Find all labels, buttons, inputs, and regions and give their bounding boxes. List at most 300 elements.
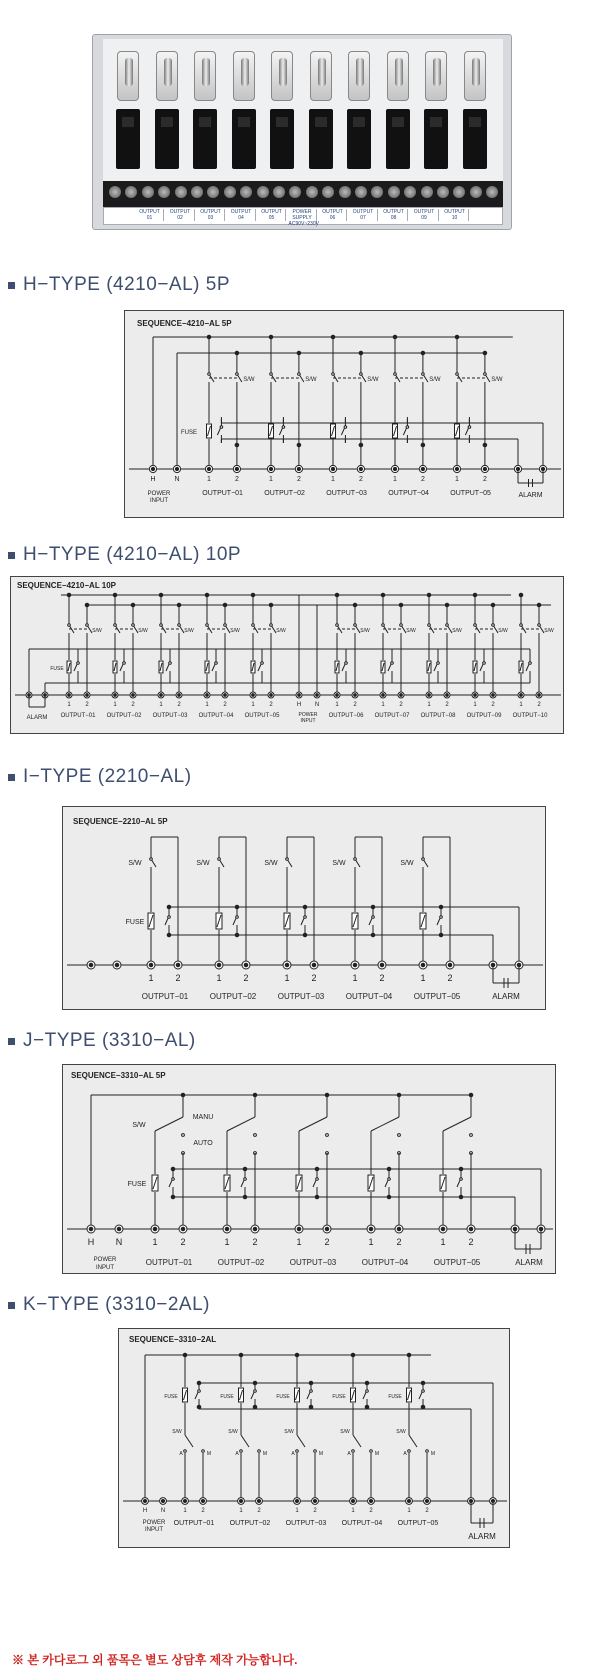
contact-icon [391,662,394,665]
output-label: OUTPUT−03 [277,992,325,1001]
terminal-dot-icon [225,1227,229,1231]
terminal-dot-icon [369,1227,373,1231]
output-label: OUTPUT−02 [106,713,142,719]
terminal-dot-icon [89,1227,93,1231]
contact-icon [437,662,440,665]
output-label: OUTPUT−05 [433,1258,481,1267]
output-label: OUTPUT−08 [420,713,456,719]
contact-icon [168,916,171,919]
contact-icon [184,1450,187,1453]
contact-icon [172,1178,175,1181]
terminal-number: 2 [180,1237,186,1247]
fuse-label: FUSE [276,1394,290,1400]
terminal-number: 2 [396,1237,402,1247]
terminal-number: 2 [482,476,487,483]
terminal-dot-icon [86,694,89,697]
terminal-number: 2 [311,973,317,983]
terminal-dot-icon [448,963,452,967]
terminal-dot-icon [359,467,362,470]
terminal-number: 1 [351,1508,355,1514]
contact-icon [426,1450,429,1453]
terminal-number: 1 [239,1508,243,1514]
terminal-number: 1 [519,702,523,708]
switch-icon [208,373,211,376]
terminal-dot-icon [297,1227,301,1231]
terminal-number: 1 [269,476,273,483]
m-label: M [206,1451,212,1457]
terminal-dot-icon [369,1499,372,1502]
photo-output-label: OUTPUT 07 [350,209,378,221]
auto-label: AUTO [193,1140,213,1147]
toggle-switch-unit [113,47,143,185]
m-label: M [374,1451,380,1457]
sw-label: S/W [305,377,317,383]
terminal-dot-icon [353,963,357,967]
output-label: OUTPUT−05 [244,713,280,719]
terminal-dot-icon [257,1499,260,1502]
m-label: M [262,1451,268,1457]
switch-icon [400,624,403,627]
switch-icon [114,624,117,627]
section-heading-i [8,766,192,788]
output-label: OUTPUT−05 [450,490,491,497]
terminal-dot-icon [538,694,541,697]
a-label: A [291,1451,295,1457]
terminal-dot-icon [176,963,180,967]
switch-icon [132,624,135,627]
terminal-number: 2 [85,702,89,708]
terminal-dot-icon [297,467,300,470]
terminal-screw-icon [355,186,367,198]
terminal-screw-icon [289,186,301,198]
terminal-dot-icon [520,694,523,697]
a-label: A [347,1451,351,1457]
terminal-number: 1 [440,1237,446,1247]
terminal-letter: N [314,702,320,708]
sw-label: S/W [128,860,142,867]
contact-icon [169,662,172,665]
contact-icon [258,1450,261,1453]
terminal-number: 1 [381,702,385,708]
junction-dot [309,1405,313,1409]
terminal-dot-icon [351,1499,354,1502]
terminal-dot-icon [397,1227,401,1231]
switch-icon [236,373,239,376]
sw-label: S/W [284,1429,294,1435]
switch-icon [286,858,289,861]
terminal-number: 1 [205,702,209,708]
switch-icon [446,624,449,627]
terminal-number: 1 [113,702,117,708]
fuse-holder-icon [309,109,333,169]
sw-label: S/W [400,860,414,867]
switch-icon [336,624,339,627]
terminal-number: 2 [379,973,385,983]
output-label: OUTPUT−02 [217,1258,265,1267]
terminal-number: 2 [269,702,273,708]
terminal-dot-icon [313,1499,316,1502]
output-label: OUTPUT−10 [512,713,548,719]
power-input-label: INPUT [300,718,316,724]
switch-icon [422,373,425,376]
toggle-icon [348,51,370,101]
contact-icon [236,916,239,919]
output-label: OUTPUT−04 [361,1258,409,1267]
terminal-dot-icon [428,694,431,697]
terminal-dot-icon [425,1499,428,1502]
terminal-number: 2 [420,476,425,483]
fuse-holder-icon [193,109,217,169]
contact-icon [372,916,375,919]
fuse-holder-icon [424,109,448,169]
terminal-number: 2 [201,1508,205,1514]
terminal-dot-icon [492,694,495,697]
terminal-letter: N [160,1508,166,1514]
toggle-switch-unit [190,47,220,185]
schematic-h-10p [11,577,565,735]
photo-output-label: OUTPUT 09 [411,209,439,221]
junction-dot [483,443,487,447]
contact-icon [182,1134,185,1137]
terminal-number: 1 [224,1237,230,1247]
contact-icon [304,916,307,919]
output-label: OUTPUT−02 [229,1520,271,1527]
switch-icon [484,373,487,376]
alarm-label: ALARM [468,1532,496,1541]
power-input-label: POWER [147,491,171,497]
terminal-number: 2 [353,702,357,708]
terminal-dot-icon [201,1499,204,1502]
terminal-number: 1 [67,702,71,708]
switch-icon [252,624,255,627]
output-label: OUTPUT−09 [466,713,502,719]
terminal-dot-icon [270,694,273,697]
terminal-number: 2 [399,702,403,708]
terminal-dot-icon [382,694,385,697]
contact-icon [282,426,285,429]
terminal-dot-icon [224,694,227,697]
sw-label: S/W [92,628,102,634]
wire [353,1435,361,1447]
contact-icon [483,662,486,665]
terminal-dot-icon [455,467,458,470]
sw-label: S/W [429,377,441,383]
terminal-dot-icon [206,694,209,697]
output-label: OUTPUT−04 [345,992,393,1001]
a-label: A [403,1451,407,1457]
sw-label: S/W [360,628,370,634]
switch-icon [538,624,541,627]
contact-icon [470,1134,473,1137]
toggle-icon [464,51,486,101]
sequence-label: SEQUENCE−3310−AL 5P [71,1071,166,1080]
output-label: OUTPUT−02 [209,992,257,1001]
contact-icon [398,1134,401,1137]
sw-label: S/W [138,628,148,634]
contact-icon [244,1178,247,1181]
sw-label: S/W [406,628,416,634]
terminal-dot-icon [380,963,384,967]
switch-icon [178,624,181,627]
terminal-number: 2 [257,1508,261,1514]
terminal-number: 2 [177,702,181,708]
photo-output-label: OUTPUT 06 [319,209,347,221]
label-strip [103,207,503,225]
output-label: OUTPUT−03 [289,1258,337,1267]
photo-output-label: POWER SUPPLY AC90V~230V [288,209,319,227]
sw-label: S/W [230,628,240,634]
terminal-number: 2 [313,1508,317,1514]
bullet-icon [8,552,15,559]
terminal-dot-icon [421,963,425,967]
terminal-number: 2 [358,476,363,483]
terminal-letter: H [150,476,156,483]
terminal-number: 2 [447,973,453,983]
output-label: OUTPUT−04 [341,1520,383,1527]
terminal-dot-icon [336,694,339,697]
a-label: A [235,1451,239,1457]
schematic-i [63,807,547,1011]
sw-label: S/W [452,628,462,634]
schematic-j [63,1065,557,1275]
terminal-letter: H [142,1508,148,1514]
sequence-label: SEQUENCE−3310−2AL [129,1335,217,1344]
terminal-dot-icon [161,1499,164,1502]
terminal-number: 2 [243,973,249,983]
toggle-icon [233,51,255,101]
terminal-number: 1 [152,1237,158,1247]
fuse-label: FUSE [164,1394,178,1400]
fuse-holder-icon [347,109,371,169]
wire [297,1435,305,1447]
terminal-dot-icon [235,467,238,470]
switch-panel [103,39,503,185]
terminal-screw-icon [125,186,137,198]
terminal-dot-icon [331,467,334,470]
fuse-label: FUSE [220,1394,234,1400]
m-label: M [318,1451,324,1457]
terminal-number: 1 [296,1237,302,1247]
toggle-icon [271,51,293,101]
wire [227,1117,255,1131]
schematic-k [119,1329,511,1549]
switch-icon [354,624,357,627]
contact-icon [370,1450,373,1453]
fuse-holder-icon [155,109,179,169]
contact-icon [314,1450,317,1453]
sw-label: S/W [332,860,346,867]
terminal-dot-icon [298,694,301,697]
contact-icon [460,1178,463,1181]
switch-icon [394,373,397,376]
terminal-number: 2 [425,1508,429,1514]
junction-dot [421,443,425,447]
terminal-number: 1 [393,476,397,483]
bullet-icon [8,1038,15,1045]
output-label: OUTPUT−05 [413,992,461,1001]
terminal-dot-icon [175,467,178,470]
alarm-label: ALARM [26,715,48,721]
contact-icon [468,426,471,429]
terminal-number: 1 [183,1508,187,1514]
output-label: OUTPUT−03 [285,1520,327,1527]
output-label: OUTPUT−06 [328,713,364,719]
terminal-screw-icon [191,186,203,198]
contact-icon [408,1450,411,1453]
output-label: OUTPUT−03 [152,713,188,719]
contact-icon [198,1390,201,1393]
terminal-screw-icon [273,186,285,198]
diagram-h-5p [124,310,564,518]
sequence-label: SEQUENCE−4210−AL 5P [137,319,232,328]
fuse-holder-icon [270,109,294,169]
terminal-number: 2 [175,973,181,983]
heading-text: I−TYPE (2210−AL) [23,766,192,787]
contact-icon [261,662,264,665]
terminal-number: 1 [420,973,426,983]
photo-output-label: OUTPUT 01 [136,209,164,221]
contact-icon [344,426,347,429]
wire [443,1117,471,1131]
sequence-label: SEQUENCE−4210−AL 10P [17,581,117,590]
terminal-screw-icon [142,186,154,198]
fuse-holder-icon [463,109,487,169]
switch-icon [218,858,221,861]
output-label: OUTPUT−01 [60,713,96,719]
section-heading-h-5p [8,274,230,296]
terminal-screw-icon [470,186,482,198]
terminal-letter: N [174,476,180,483]
switch-icon [360,373,363,376]
fuse-holder-icon [386,109,410,169]
output-label: OUTPUT−07 [374,713,410,719]
sequence-label: SEQUENCE−2210−AL 5P [73,817,168,826]
toggle-icon [194,51,216,101]
switch-icon [354,858,357,861]
bullet-icon [8,282,15,289]
toggle-switch-unit [344,47,374,185]
fuse-label: FUSE [388,1394,402,1400]
terminal-screw-icon [388,186,400,198]
terminal-screw-icon [486,186,498,198]
sw-label: S/W [491,377,503,383]
toggle-icon [117,51,139,101]
junction-dot [235,443,239,447]
footer-note: ※ 본 카다로그 외 품목은 별도 상담후 제작 가능합니다. [12,1653,298,1667]
terminal-dot-icon [143,1499,146,1502]
sw-label: S/W [228,1429,238,1435]
section-heading-k [8,1294,210,1316]
toggle-icon [387,51,409,101]
contact-icon [345,662,348,665]
contact-icon [440,916,443,919]
power-input-label: POWER [93,1257,117,1263]
power-input-label: POWER [298,712,318,718]
terminal-dot-icon [149,963,153,967]
contact-icon [202,1450,205,1453]
terminal-dot-icon [316,694,319,697]
terminal-number: 2 [445,702,449,708]
contact-icon [366,1390,369,1393]
terminal-number: 2 [369,1508,373,1514]
terminal-dot-icon [160,694,163,697]
terminal-dot-icon [354,694,357,697]
terminal-number: 1 [455,476,459,483]
junction-dot [197,1405,201,1409]
output-label: OUTPUT−01 [145,1258,193,1267]
terminal-screw-icon [306,186,318,198]
terminal-dot-icon [89,963,93,967]
contact-icon [215,662,218,665]
alarm-label: ALARM [492,992,520,1001]
sw-label: S/W [340,1429,350,1435]
terminal-number: 1 [295,1508,299,1514]
terminal-number: 1 [335,702,339,708]
photo-output-label: OUTPUT 05 [258,209,286,221]
terminal-number: 2 [131,702,135,708]
terminal-number: 2 [491,702,495,708]
switch-icon [474,624,477,627]
toggle-switch-unit [460,47,490,185]
diagram-j [62,1064,556,1274]
toggle-icon [156,51,178,101]
heading-text: K−TYPE (3310−2AL) [23,1294,210,1315]
terminal-screw-icon [371,186,383,198]
output-label: OUTPUT−01 [141,992,189,1001]
m-label: M [430,1451,436,1457]
sw-label: S/W [196,860,210,867]
wire [155,1117,183,1131]
manu-label: MANU [192,1114,214,1121]
terminal-number: 2 [252,1237,258,1247]
terminal-dot-icon [407,1499,410,1502]
switch-icon [270,624,273,627]
photo-output-label: OUTPUT 02 [167,209,195,221]
junction-dot [359,443,363,447]
terminal-dot-icon [252,694,255,697]
terminal-dot-icon [68,694,71,697]
contact-icon [220,426,223,429]
terminal-dot-icon [421,467,424,470]
output-label: OUTPUT−03 [326,490,367,497]
heading-text: H−TYPE (4210−AL) 10P [23,544,242,565]
switch-icon [298,373,301,376]
terminal-dot-icon [114,694,117,697]
section-heading-j [8,1030,196,1052]
toggle-icon [425,51,447,101]
sw-label: S/W [276,628,286,634]
terminal-screw-icon [453,186,465,198]
contact-icon [406,426,409,429]
bullet-icon [8,1302,15,1309]
schematic-h-5p [125,311,565,519]
wire [299,1117,327,1131]
power-input-label: INPUT [150,498,168,504]
switch-icon [270,373,273,376]
product-photo [92,34,512,230]
switch-icon [456,373,459,376]
terminal-dot-icon [181,1227,185,1231]
junction-dot [253,1405,257,1409]
terminal-dot-icon [207,467,210,470]
switch-icon [492,624,495,627]
terminal-screw-icon [224,186,236,198]
terminal-number: 2 [296,476,301,483]
sw-label: S/W [243,377,255,383]
terminal-number: 1 [159,702,163,708]
alarm-label: ALARM [518,492,543,499]
sw-label: S/W [544,628,554,634]
